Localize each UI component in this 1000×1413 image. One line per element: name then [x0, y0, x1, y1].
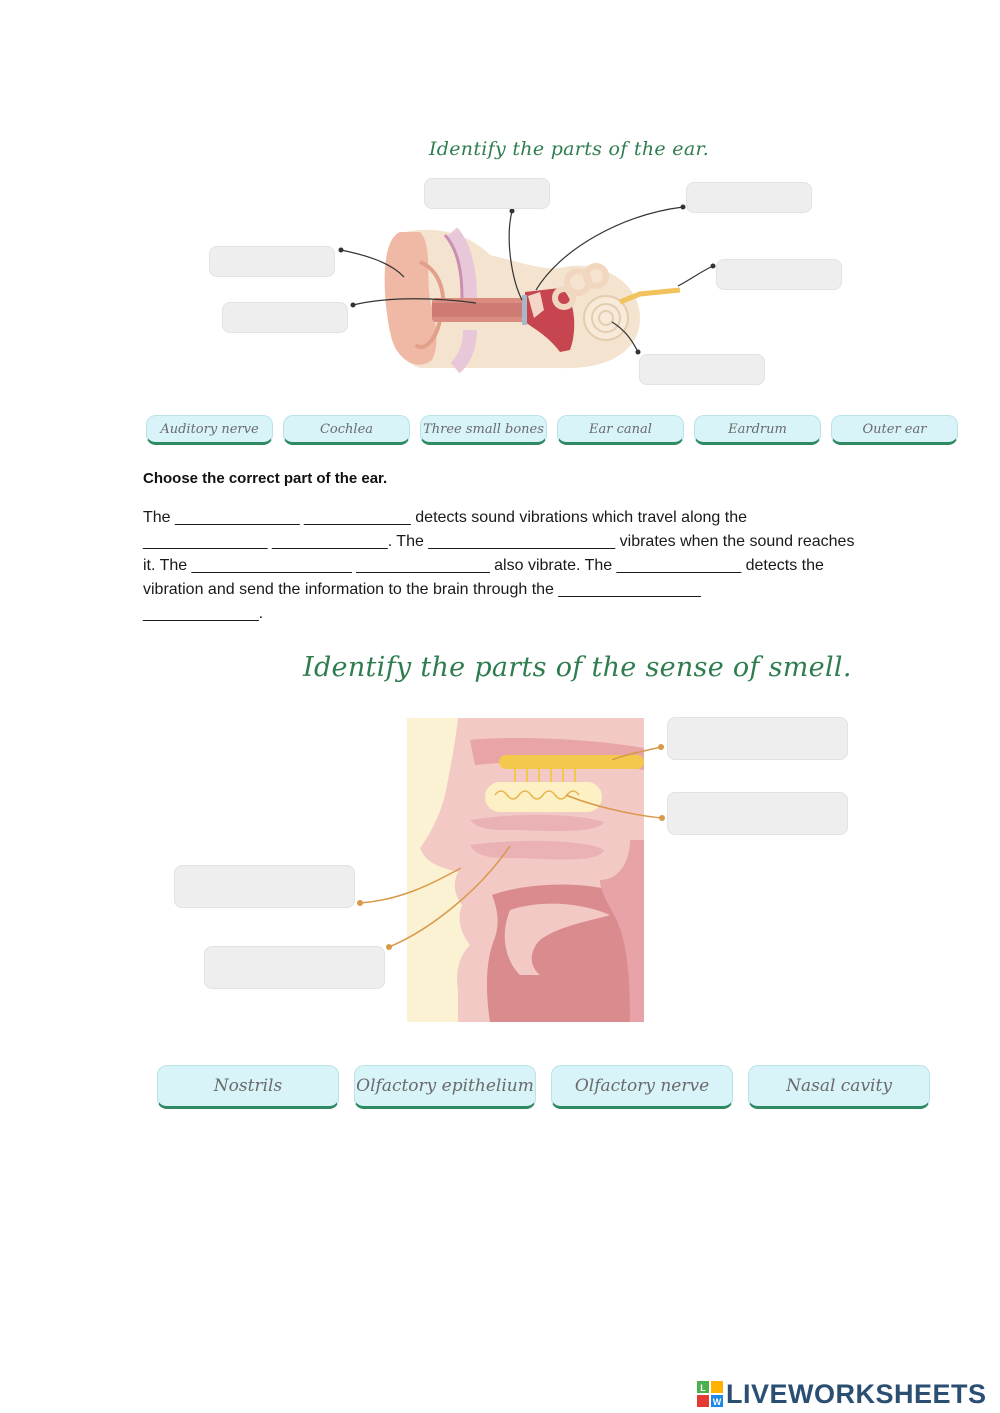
ear-option-three-small-bones[interactable]: Three small bones [420, 415, 547, 445]
ear-answer-box-outer-left[interactable] [209, 246, 335, 277]
ear-answer-box-canal-left[interactable] [222, 302, 348, 333]
smell-option-nasal-cavity[interactable]: Nasal cavity [748, 1065, 930, 1109]
olfactory-epithelium-shape [485, 782, 602, 812]
ear-answer-box-top-center[interactable] [424, 178, 550, 209]
ear-answer-box-right[interactable] [716, 259, 842, 290]
logo-text: LIVEWORKSHEETS [726, 1378, 987, 1409]
smell-option-nostrils[interactable]: Nostrils [157, 1065, 339, 1109]
exercise-line: it. The __________________ _______________ also vibrate. The ______________ detects the [143, 557, 824, 574]
ear-option-outer-ear[interactable]: Outer ear [831, 415, 958, 445]
cochlea-shape [584, 296, 628, 340]
smell-answer-box-left-lower[interactable] [204, 946, 385, 989]
exercise-line: ______________ _____________. The _____________________ vibrates when the sound reaches [143, 533, 855, 550]
smell-answer-box-top-right[interactable] [667, 717, 848, 760]
ear-canal-shape [432, 298, 527, 322]
ear-option-cochlea[interactable]: Cochlea [283, 415, 410, 445]
smell-option-olfactory-nerve[interactable]: Olfactory nerve [551, 1065, 733, 1109]
ear-answer-box-bottom-right[interactable] [639, 354, 765, 385]
exercise-instruction: Choose the correct part of the ear. [143, 470, 388, 487]
ear-skin-background [387, 230, 640, 368]
liveworksheets-logo [697, 1378, 987, 1410]
exercise-paragraph [143, 506, 863, 626]
exercise-line: The ______________ ____________ detects sound vibrations which travel along the [143, 509, 748, 526]
smell-option-olfactory-epithelium[interactable]: Olfactory epithelium [354, 1065, 536, 1109]
smell-answer-box-left-upper[interactable] [174, 865, 355, 908]
olfactory-nerve-shape [499, 755, 644, 769]
outer-ear-shape [385, 232, 437, 365]
svg-text:L: L [700, 1383, 706, 1393]
logo-grid-icon [697, 1381, 723, 1407]
middle-ear-shape [525, 288, 574, 352]
ear-answer-box-top-right[interactable] [686, 182, 812, 213]
smell-section-title: Identify the parts of the sense of smell. [303, 652, 852, 683]
ear-option-ear-canal[interactable]: Ear canal [557, 415, 684, 445]
head-tissue-shape [420, 718, 644, 1022]
svg-text:W: W [712, 1397, 722, 1407]
auditory-nerve-shape [620, 290, 680, 302]
ear-section-title: Identify the parts of the ear. [429, 138, 710, 160]
exercise-line: vibration and send the information to the brain through the ________________ [143, 581, 701, 598]
smell-answer-box-middle-right[interactable] [667, 792, 848, 835]
exercise-line: _____________. [143, 605, 264, 622]
ear-option-eardrum[interactable]: Eardrum [694, 415, 821, 445]
ear-option-auditory-nerve[interactable]: Auditory nerve [146, 415, 273, 445]
